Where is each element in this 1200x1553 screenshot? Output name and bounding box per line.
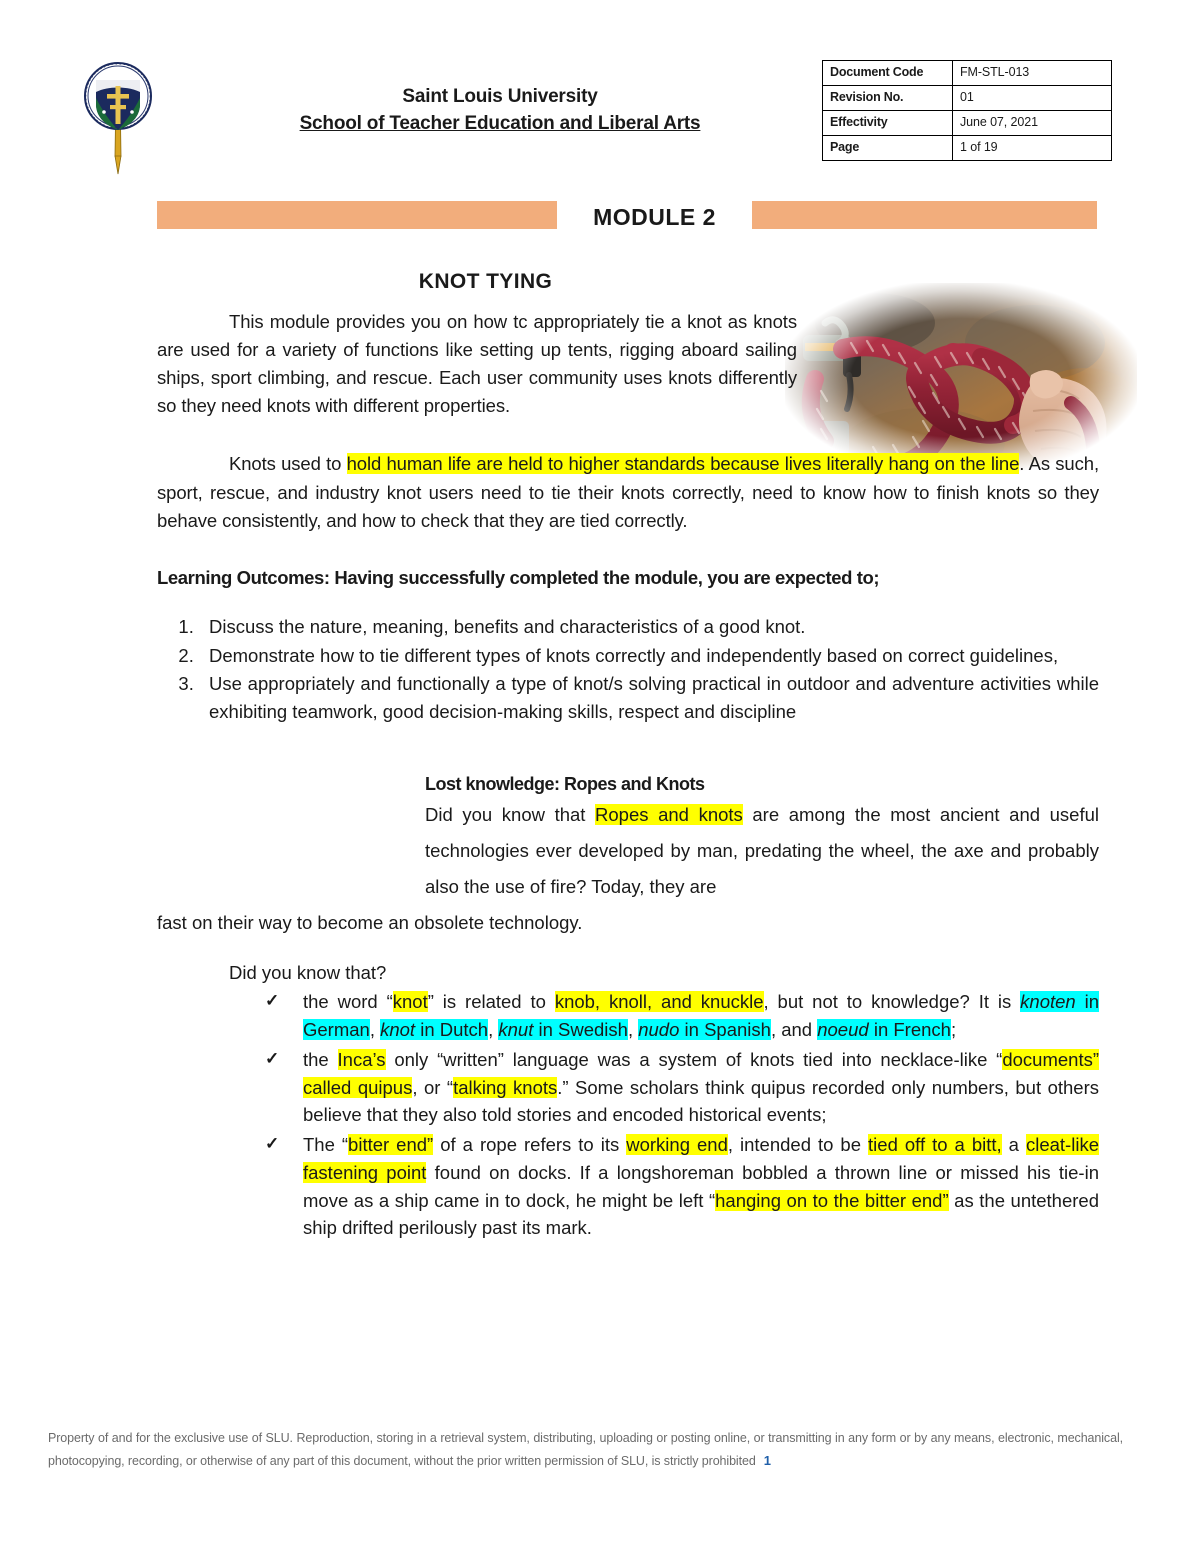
- knot-word-german: knoten: [1020, 991, 1076, 1013]
- inca-s3: , or “: [412, 1076, 454, 1098]
- knot-word-german-rest: in German: [303, 991, 1099, 1041]
- knot-word-french-rest: in French: [868, 1019, 951, 1041]
- knot-word-s1: the word “: [303, 991, 393, 1013]
- module-banner-title: MODULE 2: [593, 204, 716, 230]
- bitter-highlight-3: tied off to a bitt,: [868, 1134, 1002, 1156]
- table-row: [823, 61, 1112, 86]
- inca-highlight-3: talking knots: [453, 1076, 558, 1098]
- lost-knowledge-body: [425, 797, 1099, 905]
- knot-word-s5: ,: [488, 1019, 499, 1041]
- school-name: School of Teacher Education and Liberal Arts: [299, 112, 701, 134]
- standards-paragraph-block: [157, 450, 1099, 534]
- page-footer: [48, 1428, 1123, 1473]
- bitter-s4: a: [1001, 1134, 1026, 1156]
- bitter-highlight-5: hanging on to the bitter end”: [715, 1189, 949, 1211]
- knot-word-swedish-rest: in Swedish: [533, 1019, 628, 1041]
- knot-word-dutch-rest: in Dutch: [415, 1019, 489, 1041]
- knot-word-s2: ” is related to: [427, 991, 555, 1013]
- copyright-notice: Property of and for the exclusive use of SLU. Reproduction, storing in a retrieval system, distributing, uploading or posting online, or transmitting in any form or by any means, electronic, mechanical, photocopying, recording, or otherwise of any part of this document, without the prior written permission of SLU, is strictly prohibited: [48, 1431, 1123, 1468]
- university-name: Saint Louis University: [402, 86, 598, 107]
- knot-word-s7: , and: [770, 1019, 818, 1041]
- table-row: [823, 86, 1112, 111]
- lost-knowledge-tail-line: fast on their way to become an obsolete technology.: [157, 911, 583, 933]
- bitter-s5: found on docks. If a longshoreman bobbled a thrown line or missed his tie-in move as a ship came in to dock, he might be left “: [303, 1161, 1099, 1211]
- bitter-highlight-2: working end: [626, 1134, 728, 1156]
- inca-s2: only “written” language was a system of knots tied into necklace-like “: [385, 1048, 1003, 1070]
- table-row: [823, 136, 1112, 161]
- knot-word-french: noeud: [817, 1019, 869, 1041]
- learning-outcomes-heading: Learning Outcomes: Having successfully completed the module, you are expected to;: [157, 566, 880, 588]
- inca-highlight-1: Inca’s: [337, 1048, 386, 1070]
- document-control-table: [822, 60, 1112, 161]
- knot-word-s3: , but not to knowledge? It is: [763, 991, 1021, 1013]
- page-header: [0, 0, 1200, 175]
- list-item: 3. Use appropriately and functionally a type of knot/s solving practical in outdoor and adventure activities while exhibiting teamwork, good decision-making skills, respect and discipline: [199, 670, 1099, 726]
- standards-lead: Knots used to: [229, 453, 347, 475]
- bitter-s1: The “: [303, 1134, 349, 1156]
- banner-bar-right: [752, 201, 1097, 229]
- check-mark-icon: ✓: [265, 1134, 280, 1154]
- bitter-highlight-1: bitter end”: [348, 1134, 434, 1156]
- intro-paragraph-block: [157, 308, 797, 420]
- inca-highlight-2: documents” called quipus: [303, 1048, 1099, 1098]
- knot-word-highlight-knot: knot: [392, 991, 428, 1013]
- knot-word-highlight-knob: knob, knoll, and knuckle: [554, 991, 764, 1013]
- module-banner: [0, 201, 1200, 237]
- standards-paragraph: [157, 450, 1099, 534]
- doc-code-label: Document Code: [823, 61, 953, 86]
- list-item: 2. Demonstrate how to tie different types of knots correctly and independently based on correct guidelines,: [199, 642, 1099, 670]
- effectivity-value: June 07, 2021: [953, 111, 1112, 136]
- lost-knowledge-block: [157, 774, 1099, 905]
- saint-louis-university-crest-icon: [80, 52, 156, 178]
- revision-no-label: Revision No.: [823, 86, 953, 111]
- intro-paragraph: This module provides you on how tc appropriately tie a knot as knots are used for a variety of functions like setting up tents, rigging aboard sailing ships, sport climbing, and rescue. Each user community uses knots differently so they need knots with different properties.: [157, 311, 797, 417]
- institution-titles: [200, 84, 800, 138]
- check-mark-icon: ✓: [265, 1048, 280, 1068]
- doc-code-value: FM-STL-013: [953, 61, 1112, 86]
- banner-bar-left: [157, 201, 557, 229]
- did-you-know-prompt: Did you know that?: [229, 961, 387, 983]
- table-row: [823, 111, 1112, 136]
- list-item: [265, 1131, 1099, 1242]
- bitter-highlight-4: cleat-like fastening point: [303, 1134, 1099, 1183]
- list-item: 1. Discuss the nature, meaning, benefits and characteristics of a good knot.: [199, 613, 1099, 641]
- module-content: [157, 250, 1099, 1242]
- did-you-know-list: [157, 988, 1099, 1242]
- knot-word-dutch: knot: [380, 1019, 416, 1041]
- module-title: KNOT TYING: [418, 270, 553, 293]
- revision-no-value: 01: [953, 86, 1112, 111]
- knot-word-spanish-rest: in Spanish: [679, 1019, 771, 1041]
- knot-word-s4: ,: [369, 1019, 381, 1041]
- bitter-s6: as the untethered ship drifted perilously past its mark.: [303, 1189, 1099, 1239]
- standards-highlight: hold human life are held to higher standards because lives literally hang on the line: [346, 453, 1020, 475]
- list-item: [265, 1046, 1099, 1129]
- bitter-s3: , intended to be: [727, 1134, 869, 1156]
- knot-word-spanish: nudo: [638, 1019, 680, 1041]
- page-number: 1: [763, 1452, 771, 1468]
- list-item: [265, 988, 1099, 1044]
- knot-word-s8: ;: [950, 1019, 957, 1041]
- inca-s4: .” Some scholars think quipus recorded only numbers, but others believe that they also told stories and encoded historical events;: [303, 1076, 1099, 1126]
- learning-outcomes-list: [157, 613, 1099, 726]
- effectivity-label: Effectivity: [823, 111, 953, 136]
- knot-word-s6: ,: [627, 1019, 639, 1041]
- knot-word-swedish: knut: [498, 1019, 534, 1041]
- lost-body-lead: Did you know that: [425, 803, 596, 825]
- lost-body-highlight: Ropes and knots: [595, 803, 743, 825]
- page-label: Page: [823, 136, 953, 161]
- standards-tail: . As such, sport, rescue, and industry knot users need to tie their knots correctly, need to know how to finish knots so they behave consistently, and how to check that they are tied correctly.: [157, 453, 1099, 531]
- bitter-s2: of a rope refers to its: [433, 1134, 627, 1156]
- lost-knowledge-heading: Lost knowledge: Ropes and Knots: [425, 773, 705, 794]
- inca-s1: the: [303, 1048, 338, 1070]
- lost-body-tail: are among the most ancient and useful technologies ever developed by man, predating the wheel, the axe and probably also the use of fire? Today, they are: [425, 803, 1099, 897]
- page-value: 1 of 19: [953, 136, 1112, 161]
- check-mark-icon: ✓: [265, 991, 280, 1011]
